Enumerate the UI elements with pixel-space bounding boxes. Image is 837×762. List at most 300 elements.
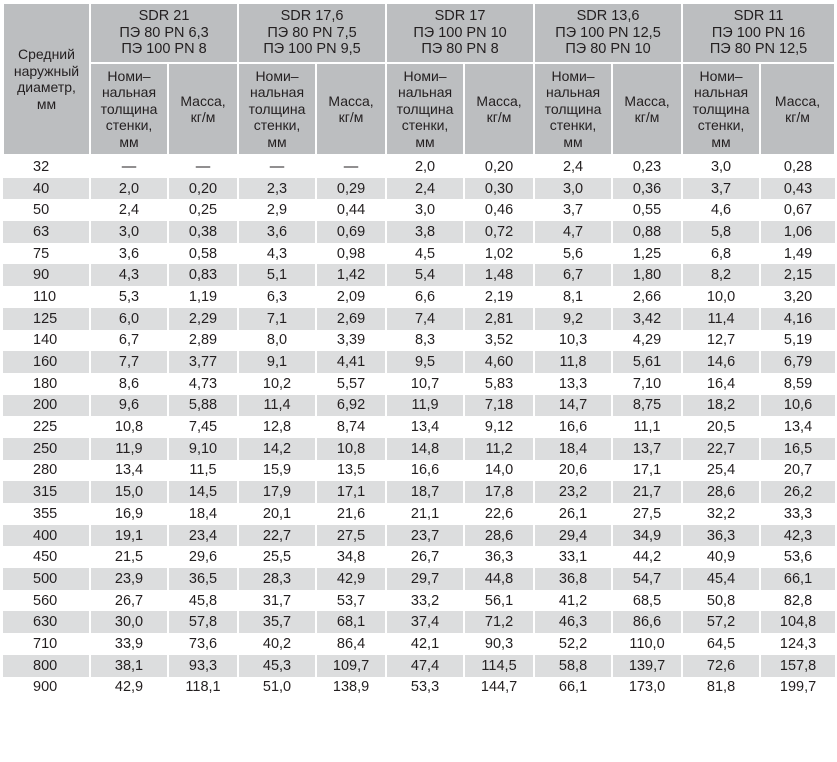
thickness-cell: 22,7 [238,525,316,547]
mass-cell: 0,72 [464,221,534,243]
mass-cell: 86,6 [612,611,682,633]
mass-cell: 53,6 [760,546,835,568]
mass-cell: 53,7 [316,590,386,612]
mass-cell: 0,58 [168,243,238,265]
thickness-cell: 11,4 [682,308,760,330]
mass-cell: 0,29 [316,178,386,200]
group-header-line: ПЭ 100 PN 16 [711,24,806,41]
thickness-header [90,63,168,155]
mass-cell: 29,6 [168,546,238,568]
mass-cell: 0,30 [464,178,534,200]
mass-header-line: Масса, [476,92,522,109]
table-row [3,243,835,265]
mass-cell: 14,0 [464,460,534,482]
mass-cell: 1,42 [316,264,386,286]
mass-cell: 5,83 [464,373,534,395]
thickness-header-line: нальная [545,84,601,101]
table-row [3,677,835,699]
thickness-cell: 20,5 [682,416,760,438]
group-header-sdr11 [682,3,835,63]
group-header-sdr21 [90,3,238,63]
thickness-cell: 16,9 [90,503,168,525]
thickness-cell: 50,8 [682,590,760,612]
thickness-cell: 35,7 [238,611,316,633]
thickness-cell: 5,4 [386,264,464,286]
thickness-cell: 58,8 [534,655,612,677]
mass-cell: 20,7 [760,460,835,482]
thickness-cell: 36,3 [682,525,760,547]
mass-cell: 2,15 [760,264,835,286]
thickness-cell: 17,9 [238,481,316,503]
thickness-cell: 20,1 [238,503,316,525]
mass-cell: 7,18 [464,395,534,417]
diameter-cell: 110 [3,286,90,308]
thickness-cell: 10,7 [386,373,464,395]
mass-header [760,63,835,155]
thickness-cell: 28,3 [238,568,316,590]
mass-header-line: Масса, [180,92,226,109]
mass-cell: 11,2 [464,438,534,460]
mass-cell: 2,19 [464,286,534,308]
thickness-header-line: мм [119,133,139,150]
mass-header [168,63,238,155]
thickness-cell: 25,4 [682,460,760,482]
table-row [3,590,835,612]
mass-cell: 1,49 [760,243,835,265]
diameter-cell: 125 [3,308,90,330]
mass-cell: 7,10 [612,373,682,395]
diameter-cell: 200 [3,395,90,417]
thickness-header-line: толщина [100,100,158,117]
mass-cell: 11,1 [612,416,682,438]
thickness-cell: 10,0 [682,286,760,308]
mass-cell: 157,8 [760,655,835,677]
thickness-cell: 13,3 [534,373,612,395]
diameter-cell: 140 [3,330,90,352]
mass-cell: 86,4 [316,633,386,655]
thickness-cell: 23,7 [386,525,464,547]
mass-cell: 3,39 [316,330,386,352]
thickness-cell: 18,7 [386,481,464,503]
thickness-cell: 8,2 [682,264,760,286]
thickness-cell: 6,8 [682,243,760,265]
mass-cell: 10,6 [760,395,835,417]
mass-cell: 28,6 [464,525,534,547]
thickness-cell: 66,1 [534,677,612,699]
thickness-header-line: Номи– [255,67,299,84]
header-row-subcolumns [3,63,835,155]
mass-cell: 0,20 [464,155,534,178]
mass-cell: 0,55 [612,199,682,221]
mass-cell: 68,1 [316,611,386,633]
thickness-cell: 2,3 [238,178,316,200]
mass-cell: 109,7 [316,655,386,677]
thickness-cell: 14,8 [386,438,464,460]
thickness-cell: 37,4 [386,611,464,633]
thickness-header-line: мм [415,133,435,150]
thickness-header-line: толщина [248,100,306,117]
thickness-cell: 8,3 [386,330,464,352]
thickness-cell: 29,7 [386,568,464,590]
mass-cell: 90,3 [464,633,534,655]
thickness-header [534,63,612,155]
thickness-cell: 32,2 [682,503,760,525]
thickness-cell: 4,3 [90,264,168,286]
mass-cell: 124,3 [760,633,835,655]
table-row [3,525,835,547]
mass-cell: 1,06 [760,221,835,243]
diameter-header-line: диаметр, [17,79,76,95]
thickness-cell: 6,6 [386,286,464,308]
thickness-cell: 9,6 [90,395,168,417]
mass-cell: 0,44 [316,199,386,221]
table-row [3,546,835,568]
mass-cell: 7,45 [168,416,238,438]
thickness-cell: 11,8 [534,351,612,373]
mass-cell: 13,5 [316,460,386,482]
mass-header [464,63,534,155]
thickness-cell: 4,6 [682,199,760,221]
mass-cell: 4,60 [464,351,534,373]
thickness-cell: 81,8 [682,677,760,699]
diameter-cell: 560 [3,590,90,612]
table-body [3,155,835,698]
thickness-cell: 42,9 [90,677,168,699]
thickness-cell: 3,6 [238,221,316,243]
mass-cell: 144,7 [464,677,534,699]
mass-header-line: кг/м [486,109,512,125]
thickness-cell: 3,0 [386,199,464,221]
table-row [3,308,835,330]
mass-cell: 21,6 [316,503,386,525]
thickness-cell: 13,4 [386,416,464,438]
mass-cell: 27,5 [316,525,386,547]
diameter-cell: 40 [3,178,90,200]
table-row [3,633,835,655]
mass-header-line: кг/м [785,109,810,125]
thickness-cell: 29,4 [534,525,612,547]
thickness-cell: 5,8 [682,221,760,243]
mass-cell: 0,83 [168,264,238,286]
thickness-cell: 10,3 [534,330,612,352]
thickness-cell: 3,7 [534,199,612,221]
mass-cell: 1,19 [168,286,238,308]
group-header-line: SDR 13,6 [576,8,640,25]
mass-cell: 13,4 [760,416,835,438]
mass-cell: 82,8 [760,590,835,612]
mass-cell: 9,12 [464,416,534,438]
mass-cell: — [168,155,238,178]
thickness-cell: 9,2 [534,308,612,330]
diameter-cell: 90 [3,264,90,286]
table-row [3,264,835,286]
thickness-cell: 26,1 [534,503,612,525]
mass-cell: 2,09 [316,286,386,308]
thickness-cell: 11,9 [386,395,464,417]
group-header-line: SDR 17,6 [280,8,344,25]
diameter-cell: 355 [3,503,90,525]
diameter-cell: 800 [3,655,90,677]
thickness-cell: 18,4 [534,438,612,460]
thickness-cell: 8,0 [238,330,316,352]
thickness-cell: 14,6 [682,351,760,373]
mass-header-line: кг/м [338,109,364,125]
thickness-header [238,63,316,155]
thickness-cell: 18,2 [682,395,760,417]
mass-cell: 0,25 [168,199,238,221]
mass-cell: 16,5 [760,438,835,460]
thickness-header-line: мм [563,133,583,150]
diameter-cell: 630 [3,611,90,633]
group-header-line: SDR 17 [434,8,486,25]
thickness-header-line: мм [711,133,731,150]
mass-cell: 8,59 [760,373,835,395]
thickness-header [386,63,464,155]
thickness-cell: 7,7 [90,351,168,373]
thickness-cell: 31,7 [238,590,316,612]
diameter-cell: 225 [3,416,90,438]
group-header-line: ПЭ 100 PN 12,5 [555,24,661,41]
thickness-cell: 23,2 [534,481,612,503]
group-header-sdr17 [386,3,534,63]
mass-cell: 0,23 [612,155,682,178]
thickness-header-line: нальная [101,84,157,101]
table-row [3,221,835,243]
thickness-cell: 16,4 [682,373,760,395]
table-row [3,199,835,221]
mass-cell: 93,3 [168,655,238,677]
table-row [3,155,835,178]
thickness-cell: 2,0 [90,178,168,200]
diameter-cell: 75 [3,243,90,265]
thickness-cell: 2,4 [534,155,612,178]
thickness-cell: 52,2 [534,633,612,655]
thickness-cell: 64,5 [682,633,760,655]
mass-cell: 1,02 [464,243,534,265]
thickness-cell: 14,7 [534,395,612,417]
thickness-cell: 41,2 [534,590,612,612]
table-row [3,611,835,633]
thickness-cell: 19,1 [90,525,168,547]
diameter-cell: 160 [3,351,90,373]
mass-cell: 10,8 [316,438,386,460]
mass-cell: 3,20 [760,286,835,308]
thickness-cell: 8,6 [90,373,168,395]
diameter-cell: 180 [3,373,90,395]
thickness-header-line: Номи– [551,67,595,84]
table-row [3,416,835,438]
mass-cell: 5,88 [168,395,238,417]
thickness-cell: 57,2 [682,611,760,633]
thickness-cell: 6,0 [90,308,168,330]
header-row-groups [3,3,835,63]
thickness-cell: 3,0 [682,155,760,178]
mass-cell: 0,20 [168,178,238,200]
mass-cell: 138,9 [316,677,386,699]
group-header-line: SDR 11 [733,8,784,25]
thickness-cell: 40,9 [682,546,760,568]
mass-cell: 2,89 [168,330,238,352]
table-row [3,178,835,200]
thickness-header-line: Номи– [107,67,151,84]
thickness-cell: 47,4 [386,655,464,677]
mass-cell: 34,8 [316,546,386,568]
diameter-cell: 500 [3,568,90,590]
mass-cell: 6,79 [760,351,835,373]
mass-cell: 34,9 [612,525,682,547]
thickness-cell: 5,1 [238,264,316,286]
thickness-cell: 11,4 [238,395,316,417]
group-header-line: ПЭ 100 PN 9,5 [263,41,361,58]
mass-header-line: Масса, [774,92,821,109]
diameter-header-line: наружный [13,62,80,79]
thickness-cell: 45,3 [238,655,316,677]
mass-cell: 3,42 [612,308,682,330]
mass-cell: 5,19 [760,330,835,352]
mass-cell: — [316,155,386,178]
mass-cell: 22,6 [464,503,534,525]
mass-cell: 0,88 [612,221,682,243]
thickness-cell: 23,9 [90,568,168,590]
thickness-header-line: стенки, [697,117,745,134]
thickness-header-line: толщина [396,100,454,117]
thickness-cell: 40,2 [238,633,316,655]
thickness-cell: 9,1 [238,351,316,373]
thickness-cell: 7,1 [238,308,316,330]
group-header-line: ПЭ 80 PN 10 [565,41,651,58]
table-row [3,373,835,395]
thickness-cell: — [90,155,168,178]
mass-cell: 57,8 [168,611,238,633]
mass-cell: 118,1 [168,677,238,699]
thickness-cell: — [238,155,316,178]
mass-cell: 54,7 [612,568,682,590]
mass-cell: 3,52 [464,330,534,352]
mass-cell: 2,69 [316,308,386,330]
thickness-cell: 21,5 [90,546,168,568]
mass-cell: 44,8 [464,568,534,590]
mass-cell: 2,81 [464,308,534,330]
mass-header-line: Масса, [328,92,374,109]
mass-cell: 0,36 [612,178,682,200]
mass-cell: 110,0 [612,633,682,655]
thickness-cell: 46,3 [534,611,612,633]
thickness-header-line: мм [267,133,287,150]
mass-cell: 8,74 [316,416,386,438]
thickness-cell: 51,0 [238,677,316,699]
thickness-cell: 26,7 [386,546,464,568]
table-row [3,655,835,677]
mass-cell: 23,4 [168,525,238,547]
mass-cell: 66,1 [760,568,835,590]
thickness-cell: 3,0 [534,178,612,200]
thickness-cell: 15,0 [90,481,168,503]
thickness-cell: 33,2 [386,590,464,612]
thickness-cell: 12,7 [682,330,760,352]
thickness-cell: 4,5 [386,243,464,265]
table-row [3,351,835,373]
diameter-cell: 50 [3,199,90,221]
thickness-cell: 20,6 [534,460,612,482]
thickness-cell: 16,6 [386,460,464,482]
thickness-header [682,63,760,155]
diameter-cell: 450 [3,546,90,568]
mass-cell: 6,92 [316,395,386,417]
thickness-header-line: Номи– [403,67,447,84]
mass-cell: 0,43 [760,178,835,200]
thickness-cell: 6,7 [534,264,612,286]
mass-cell: 36,5 [168,568,238,590]
diameter-header-line: мм [36,95,57,112]
thickness-cell: 9,5 [386,351,464,373]
group-header-line: SDR 21 [138,8,190,25]
mass-cell: 71,2 [464,611,534,633]
diameter-cell: 315 [3,481,90,503]
group-header-line: ПЭ 80 PN 7,5 [267,24,357,41]
mass-cell: 18,4 [168,503,238,525]
group-header-line: ПЭ 80 PN 8 [421,41,499,58]
group-header-line: ПЭ 80 PN 6,3 [119,24,209,41]
thickness-header-line: толщина [692,100,750,117]
mass-cell: 42,3 [760,525,835,547]
thickness-header-line: нальная [693,84,749,101]
diameter-cell: 280 [3,460,90,482]
thickness-header-line: стенки, [105,117,153,134]
thickness-cell: 2,0 [386,155,464,178]
group-header-sdr17-6 [238,3,386,63]
mass-cell: 2,29 [168,308,238,330]
mass-cell: 199,7 [760,677,835,699]
mass-cell: 0,28 [760,155,835,178]
mass-cell: 3,77 [168,351,238,373]
thickness-cell: 33,1 [534,546,612,568]
thickness-cell: 53,3 [386,677,464,699]
diameter-cell: 900 [3,677,90,699]
thickness-cell: 10,2 [238,373,316,395]
thickness-cell: 6,7 [90,330,168,352]
mass-cell: 5,61 [612,351,682,373]
mass-cell: 5,57 [316,373,386,395]
table-row [3,286,835,308]
thickness-cell: 16,6 [534,416,612,438]
mass-cell: 17,1 [612,460,682,482]
mass-cell: 104,8 [760,611,835,633]
mass-cell: 114,5 [464,655,534,677]
thickness-cell: 42,1 [386,633,464,655]
mass-cell: 11,5 [168,460,238,482]
thickness-cell: 21,1 [386,503,464,525]
thickness-cell: 45,4 [682,568,760,590]
thickness-cell: 3,6 [90,243,168,265]
mass-cell: 56,1 [464,590,534,612]
thickness-header-line: нальная [397,84,453,101]
mass-cell: 1,48 [464,264,534,286]
mass-cell: 14,5 [168,481,238,503]
table-row [3,395,835,417]
thickness-cell: 25,5 [238,546,316,568]
mass-cell: 0,46 [464,199,534,221]
mass-cell: 73,6 [168,633,238,655]
table-row [3,568,835,590]
thickness-cell: 13,4 [90,460,168,482]
thickness-cell: 33,9 [90,633,168,655]
thickness-cell: 3,7 [682,178,760,200]
mass-header [612,63,682,155]
mass-cell: 8,75 [612,395,682,417]
mass-cell: 2,66 [612,286,682,308]
thickness-cell: 12,8 [238,416,316,438]
thickness-cell: 5,6 [534,243,612,265]
